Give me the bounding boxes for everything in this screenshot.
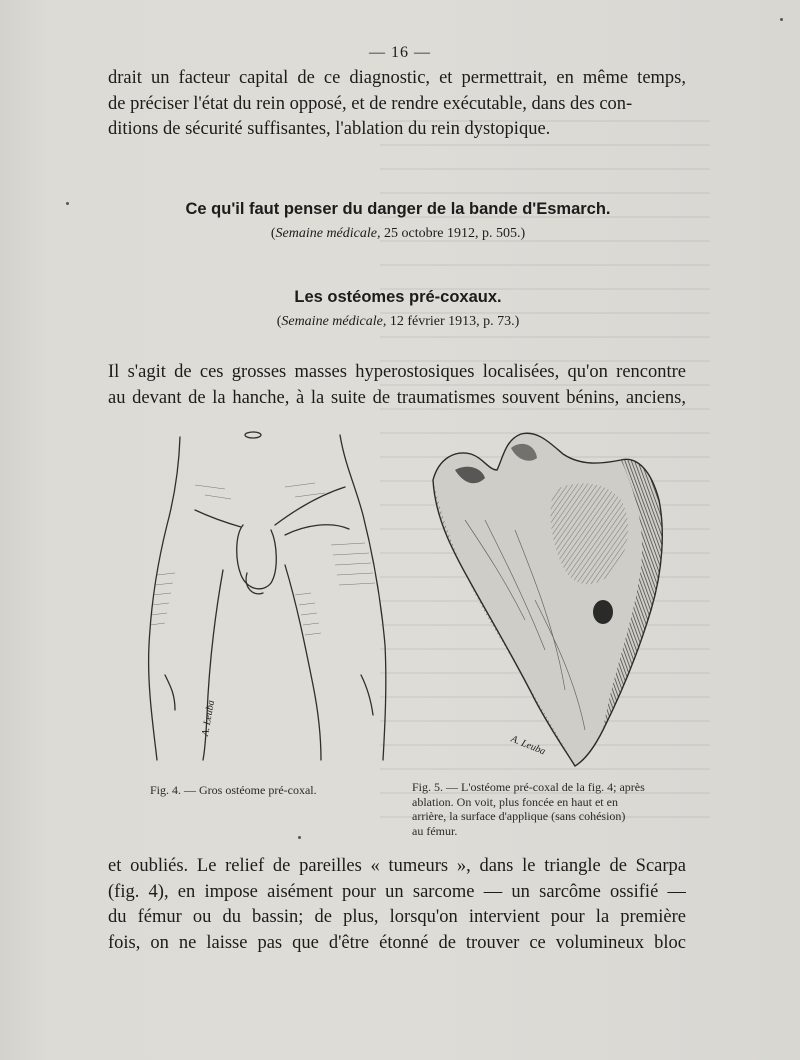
ref-journal: Semaine médicale, bbox=[275, 226, 381, 241]
text-line: et oubliés. Le relief de pareilles « tumeurs », dans le triangle de Scarpa bbox=[108, 856, 686, 876]
paragraph-osteome-intro bbox=[108, 360, 686, 411]
ref-details: 12 février 1913, p. 73.) bbox=[386, 314, 520, 329]
ink-speck bbox=[66, 202, 69, 205]
ref-journal: Semaine médicale, bbox=[281, 314, 387, 329]
caption-line: Fig. 5. — L'ostéome pré-coxal de la fig. 4; après bbox=[412, 780, 645, 794]
figure-4-signature: A. Leuba bbox=[200, 699, 218, 737]
text-line: ditions de sécurité suffisantes, l'ablation du rein dystopique. bbox=[108, 119, 551, 139]
ink-speck bbox=[298, 836, 301, 839]
text-line: de préciser l'état du rein opposé, et de rendre exécutable, dans des con- bbox=[108, 93, 633, 114]
text-line: drait un facteur capital de ce diagnostic, et permettrait, en même temps, bbox=[108, 68, 686, 88]
text-line: (fig. 4), en impose aisément pour un sarcome — un sarcôme ossifié — bbox=[108, 881, 686, 902]
paragraph-diagnosis bbox=[108, 854, 686, 956]
page-number: — 16 — bbox=[369, 44, 431, 61]
reference-osteomes bbox=[108, 314, 688, 330]
ref-open: ( bbox=[270, 226, 276, 241]
ref-open: ( bbox=[276, 314, 282, 329]
text-line: Il s'agit de ces grosses masses hyperostosiques localisées, qu'on rencontre bbox=[108, 362, 686, 382]
ink-speck bbox=[780, 18, 783, 21]
caption-line: arrière, la surface d'applique (sans cohésion) bbox=[412, 809, 626, 823]
ref-details: 25 octobre 1912, p. 505.) bbox=[380, 226, 526, 241]
figure-4-illustration bbox=[135, 425, 395, 765]
text-line: du fémur ou du bassin; de plus, lorsqu'on intervient pour la première bbox=[108, 907, 686, 927]
caption-line: ablation. On voit, plus foncée en haut et en bbox=[412, 794, 618, 809]
paragraph-intro bbox=[108, 66, 686, 143]
figure-5-illustration bbox=[425, 430, 670, 770]
section-heading-esmarch: Ce qu'il faut penser du danger de la bande d'Esmarch. bbox=[185, 200, 611, 218]
reference-esmarch bbox=[108, 226, 688, 242]
text-line: au devant de la hanche, à la suite de traumatismes souvent bénins, anciens, bbox=[108, 387, 686, 408]
section-heading-osteomes: Les ostéomes pré-coxaux. bbox=[294, 288, 502, 306]
caption-line: au fémur. bbox=[412, 823, 458, 838]
figure-5-signature: A. Leuba bbox=[509, 733, 547, 758]
figure-4-caption: Fig. 4. — Gros ostéome pré-coxal. bbox=[150, 783, 317, 797]
figure-5-caption bbox=[412, 780, 688, 838]
text-line: fois, on ne laisse pas que d'être étonné de trouver ce volumineux bloc bbox=[108, 932, 686, 953]
